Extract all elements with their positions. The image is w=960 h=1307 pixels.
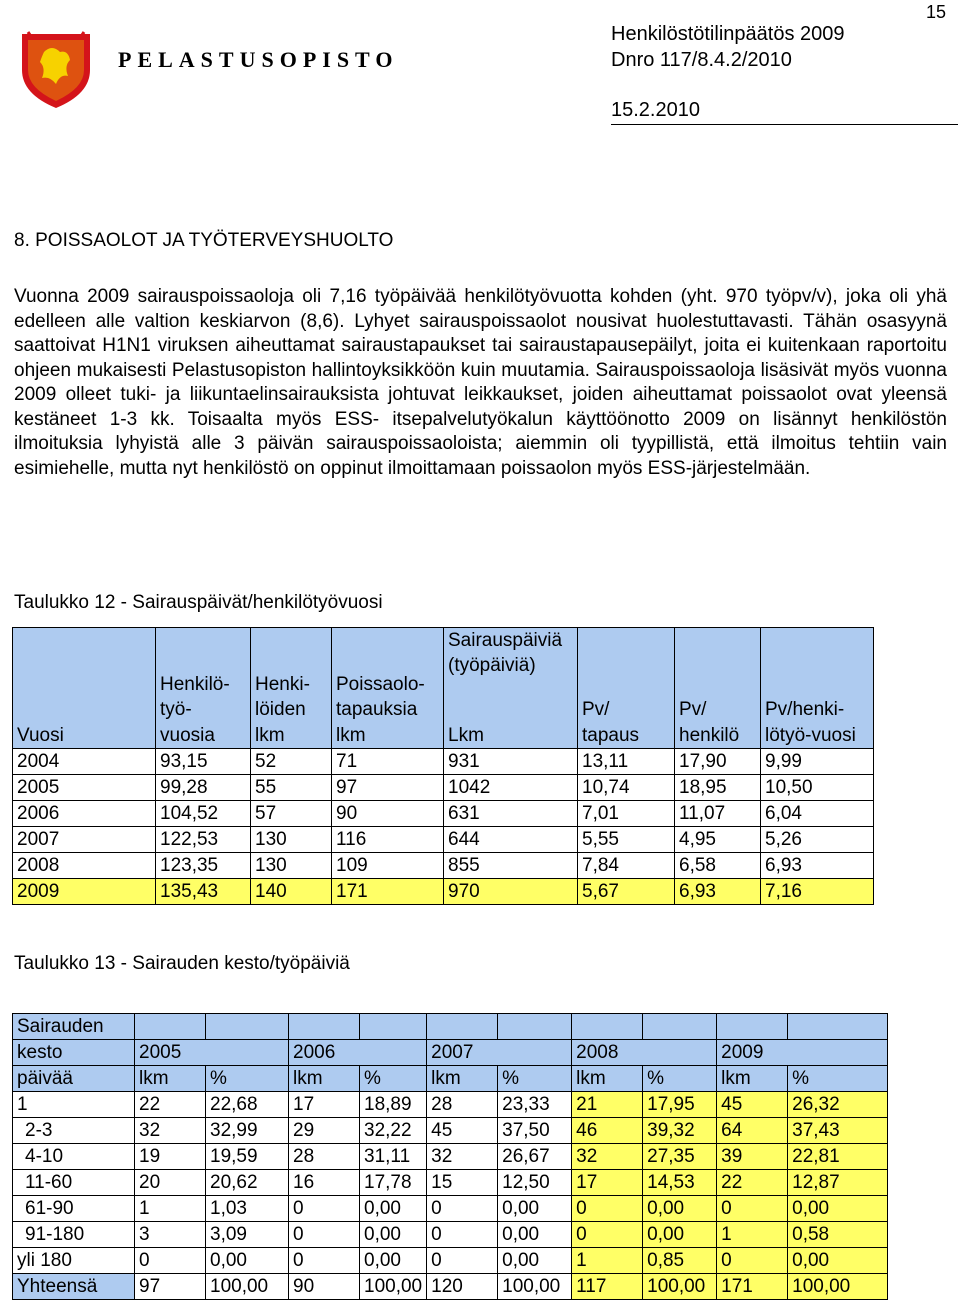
shield-logo-icon [14, 30, 98, 110]
header-cell [572, 1014, 643, 1040]
table-cell: 6,04 [761, 801, 874, 827]
table-cell: 57 [251, 801, 332, 827]
table-cell: 931 [444, 749, 578, 775]
table-cell: 2006 [13, 801, 156, 827]
table-cell: 1 [717, 1222, 788, 1248]
brand-name: PELASTUSOPISTO [118, 47, 399, 72]
table-cell: 4-10 [13, 1144, 135, 1170]
table-cell: 10,74 [578, 775, 675, 801]
table-cell: 0 [289, 1196, 360, 1222]
table-cell: 12,87 [788, 1170, 888, 1196]
table-cell: 4,95 [675, 827, 761, 853]
page-number: 15 [925, 2, 946, 22]
year-header: 2009 [717, 1040, 888, 1066]
table-cell: 2-3 [13, 1118, 135, 1144]
table-cell: 39 [717, 1144, 788, 1170]
table-row [13, 1196, 888, 1222]
table-cell: 0,58 [788, 1222, 888, 1248]
table-cell: 855 [444, 853, 578, 879]
table-cell: 1042 [444, 775, 578, 801]
sub-header: % [206, 1066, 289, 1092]
table-cell: 31,11 [360, 1144, 427, 1170]
table-cell: 22 [717, 1170, 788, 1196]
group-header [444, 628, 577, 724]
table-cell: 7,84 [578, 853, 675, 879]
table-cell: 0 [572, 1196, 643, 1222]
table-cell: 97 [332, 775, 444, 801]
table-cell: 10,50 [761, 775, 874, 801]
table-cell: 14,53 [643, 1170, 717, 1196]
sub-header: lkm [135, 1066, 206, 1092]
table-cell: 2008 [13, 853, 156, 879]
table-cell: 0 [289, 1248, 360, 1274]
table-row [13, 749, 874, 775]
table-cell: 16 [289, 1170, 360, 1196]
group-header-label: Sairauspäiviä (työpäiviä) [448, 630, 563, 676]
table-cell: 32 [135, 1118, 206, 1144]
table-header-row [13, 1040, 888, 1066]
header-cell: Henki-löiden lkm [251, 628, 332, 749]
table-cell: 104,52 [156, 801, 251, 827]
header-cell [206, 1014, 289, 1040]
document-reference: Dnro 117/8.4.2/2010 [611, 49, 792, 71]
table-cell: 6,93 [761, 853, 874, 879]
table-cell: 1 [13, 1092, 135, 1118]
table-cell: 644 [444, 827, 578, 853]
header-cell: Pv/ henkilö [675, 628, 761, 749]
table-cell: 0,00 [498, 1248, 572, 1274]
table-cell: 117 [572, 1274, 643, 1300]
table-cell: 0,00 [360, 1248, 427, 1274]
table-cell: Yhteensä [13, 1274, 135, 1300]
header-cell [717, 1014, 788, 1040]
table-cell: 171 [332, 879, 444, 905]
table-row [13, 1248, 888, 1274]
header-cell: Pv/ tapaus [578, 628, 675, 749]
table12-caption: Taulukko 12 - Sairauspäivät/henkilötyövuosi [14, 592, 383, 613]
table-cell: 99,28 [156, 775, 251, 801]
body-paragraph: Vuonna 2009 sairauspoissaoloja oli 7,16 työpäivää henkilötyövuotta kohden (yht. 970 työpv/v), joka oli yhä edelleen alle valtion keskiarvon (8,6). Lyhyet sairauspoissaolot nousivat huolestuttavasti. Tähän osasyynä saattoivat H1N1 viruksen aiheuttamat sairaustapaukset tai sairaustapausepäilyt, joita ei kuitenkaan raportoitu ohjeen mukaisesti Pelastusopiston hallintoyksikköön kuin muutamia. Sairauspoissaoloja lisäsivät myös vuonna 2009 olleet tuki- ja liikuntaelinsairauksista johtuvat leikkaukset, joiden aiheuttamat poissaolot ovat yleensä kestäneet 1-3 kk. Toisaalta myös ESS- itsepalvelutyökalun käyttöönotto 2009 on lisännyt henkilöstön ilmoituksia lyhyistä alle 3 päivän sairauspoissaoloista; aiemmin oli tyypillistä, että ilmoitus tehtiin vain esimiehelle, mutta nyt henkilöstö on oppinut ilmoittamaan poissaolon myös ESS-järjestelmään. [14, 286, 947, 479]
table-cell: 0,00 [360, 1222, 427, 1248]
table-cell: 5,26 [761, 827, 874, 853]
table-cell: 32,22 [360, 1118, 427, 1144]
table-cell: 7,16 [761, 879, 874, 905]
sickness-duration-table [12, 1013, 888, 1300]
table-cell: 0,00 [498, 1196, 572, 1222]
table-row [13, 853, 874, 879]
table-cell: 19,59 [206, 1144, 289, 1170]
table-cell: 9,99 [761, 749, 874, 775]
table-row [13, 1092, 888, 1118]
header-cell: Lkm [448, 725, 484, 746]
table-header-row [13, 1014, 888, 1040]
table-cell: 0 [427, 1196, 498, 1222]
table-cell: 93,15 [156, 749, 251, 775]
table-cell: 100,00 [206, 1274, 289, 1300]
table-cell: 37,50 [498, 1118, 572, 1144]
table-cell: 2007 [13, 827, 156, 853]
table-cell: 6,93 [675, 879, 761, 905]
table-cell: 0,00 [643, 1196, 717, 1222]
header-cell [135, 1014, 206, 1040]
table-row [13, 801, 874, 827]
table-cell: 171 [717, 1274, 788, 1300]
table-cell: 0,00 [206, 1248, 289, 1274]
table-cell: 1 [572, 1248, 643, 1274]
header-cell [427, 1014, 498, 1040]
table-cell: 17,95 [643, 1092, 717, 1118]
table-cell: 13,11 [578, 749, 675, 775]
table-cell: 5,67 [578, 879, 675, 905]
header-cell: Henkilö-työ-vuosia [156, 628, 251, 749]
table-cell: 45 [717, 1092, 788, 1118]
table-cell: 0,00 [788, 1248, 888, 1274]
table-cell: 1 [135, 1196, 206, 1222]
table-cell: 1,03 [206, 1196, 289, 1222]
table-cell: 120 [427, 1274, 498, 1300]
table-row [13, 1170, 888, 1196]
table-cell: 135,43 [156, 879, 251, 905]
table-cell: 122,53 [156, 827, 251, 853]
table-cell: 52 [251, 749, 332, 775]
table-cell: 21 [572, 1092, 643, 1118]
table-cell: 7,01 [578, 801, 675, 827]
table-cell: 97 [135, 1274, 206, 1300]
sub-header: % [360, 1066, 427, 1092]
table-cell: 116 [332, 827, 444, 853]
table-cell: 22,68 [206, 1092, 289, 1118]
table-cell: 23,33 [498, 1092, 572, 1118]
table-cell: 100,00 [788, 1274, 888, 1300]
table-total-row [13, 1274, 888, 1300]
table-cell: 29 [289, 1118, 360, 1144]
table-cell: 0 [572, 1222, 643, 1248]
table-cell: 2004 [13, 749, 156, 775]
header-cell [498, 1014, 572, 1040]
table-header-row [13, 1066, 888, 1092]
year-header: 2005 [135, 1040, 289, 1066]
header-cell [360, 1014, 427, 1040]
table-cell: 55 [251, 775, 332, 801]
table-cell: 3 [135, 1222, 206, 1248]
table-cell: 0 [717, 1196, 788, 1222]
sub-header: % [643, 1066, 717, 1092]
table-cell: 0 [427, 1248, 498, 1274]
table-cell: 71 [332, 749, 444, 775]
document-title: Henkilöstötilinpäätös 2009 [611, 23, 845, 45]
table-row [13, 827, 874, 853]
table-cell: 15 [427, 1170, 498, 1196]
sub-header: lkm [572, 1066, 643, 1092]
header-cell: Pv/henki-lötyö-vuosi [761, 628, 874, 749]
table-cell: 46 [572, 1118, 643, 1144]
sub-header: % [498, 1066, 572, 1092]
table-cell: 22,81 [788, 1144, 888, 1170]
year-header: 2006 [289, 1040, 427, 1066]
table-cell: 18,89 [360, 1092, 427, 1118]
table-cell: 2005 [13, 775, 156, 801]
year-header: 2007 [427, 1040, 572, 1066]
table-cell: 27,35 [643, 1144, 717, 1170]
header-cell: kesto [13, 1040, 135, 1066]
table-cell: 45 [427, 1118, 498, 1144]
table-cell: 17 [289, 1092, 360, 1118]
table-cell: 64 [717, 1118, 788, 1144]
table-cell: 91-180 [13, 1222, 135, 1248]
table-cell: 28 [427, 1092, 498, 1118]
table-cell: 32,99 [206, 1118, 289, 1144]
sub-header: lkm [427, 1066, 498, 1092]
table-cell: 140 [251, 879, 332, 905]
table-cell: 5,55 [578, 827, 675, 853]
table-cell: 123,35 [156, 853, 251, 879]
section-heading: 8. POISSAOLOT JA TYÖTERVEYSHUOLTO [14, 230, 394, 251]
header-rule [611, 124, 958, 125]
table-row [13, 775, 874, 801]
table-cell: 26,67 [498, 1144, 572, 1170]
header-cell: päivää [13, 1066, 135, 1092]
table-cell: 631 [444, 801, 578, 827]
header-cell [289, 1014, 360, 1040]
table-cell: 19 [135, 1144, 206, 1170]
table-cell: 0 [427, 1222, 498, 1248]
table-cell: 0 [717, 1248, 788, 1274]
table-cell: 130 [251, 853, 332, 879]
table-cell: 6,58 [675, 853, 761, 879]
table-cell: 0,85 [643, 1248, 717, 1274]
table-cell: 17 [572, 1170, 643, 1196]
table-cell: yli 180 [13, 1248, 135, 1274]
table-cell: 20 [135, 1170, 206, 1196]
table-cell: 22 [135, 1092, 206, 1118]
table-row [13, 1222, 888, 1248]
table-cell: 0,00 [360, 1196, 427, 1222]
table-cell: 37,43 [788, 1118, 888, 1144]
table-cell: 0,00 [643, 1222, 717, 1248]
table-cell: 109 [332, 853, 444, 879]
table-cell: 26,32 [788, 1092, 888, 1118]
table-cell: 32 [427, 1144, 498, 1170]
table-cell: 32 [572, 1144, 643, 1170]
table-cell: 100,00 [643, 1274, 717, 1300]
table-cell: 12,50 [498, 1170, 572, 1196]
table-cell: 90 [289, 1274, 360, 1300]
header-cell: Vuosi [13, 628, 156, 749]
table-cell: 61-90 [13, 1196, 135, 1222]
header-cell [643, 1014, 717, 1040]
sub-header: lkm [717, 1066, 788, 1092]
table-cell: 3,09 [206, 1222, 289, 1248]
table-cell: 0 [135, 1248, 206, 1274]
year-header: 2008 [572, 1040, 717, 1066]
header-cell [788, 1014, 888, 1040]
table13-caption: Taulukko 13 - Sairauden kesto/työpäiviä [14, 953, 350, 974]
table-cell: 130 [251, 827, 332, 853]
table-cell: 0,00 [788, 1196, 888, 1222]
table-header-row [13, 628, 874, 749]
table-row-highlighted [13, 879, 874, 905]
table-cell: 39,32 [643, 1118, 717, 1144]
sick-days-table [12, 627, 874, 905]
table-cell: 20,62 [206, 1170, 289, 1196]
table-row [13, 1144, 888, 1170]
table-row [13, 1118, 888, 1144]
document-date: 15.2.2010 [611, 99, 700, 121]
table-cell: 90 [332, 801, 444, 827]
table-cell: 11,07 [675, 801, 761, 827]
header-group-cell [444, 628, 578, 749]
table-cell: 28 [289, 1144, 360, 1170]
table-cell: 0,00 [498, 1222, 572, 1248]
table-cell: 18,95 [675, 775, 761, 801]
table-cell: 17,90 [675, 749, 761, 775]
table-cell: 970 [444, 879, 578, 905]
table-cell: 100,00 [498, 1274, 572, 1300]
sub-header: % [788, 1066, 888, 1092]
header-cell: Poissaolo-tapauksia lkm [332, 628, 444, 749]
table-cell: 2009 [13, 879, 156, 905]
table-cell: 11-60 [13, 1170, 135, 1196]
sub-header: lkm [289, 1066, 360, 1092]
header-cell: Sairauden [13, 1014, 135, 1040]
table-cell: 17,78 [360, 1170, 427, 1196]
table-cell: 100,00 [360, 1274, 427, 1300]
table-cell: 0 [289, 1222, 360, 1248]
